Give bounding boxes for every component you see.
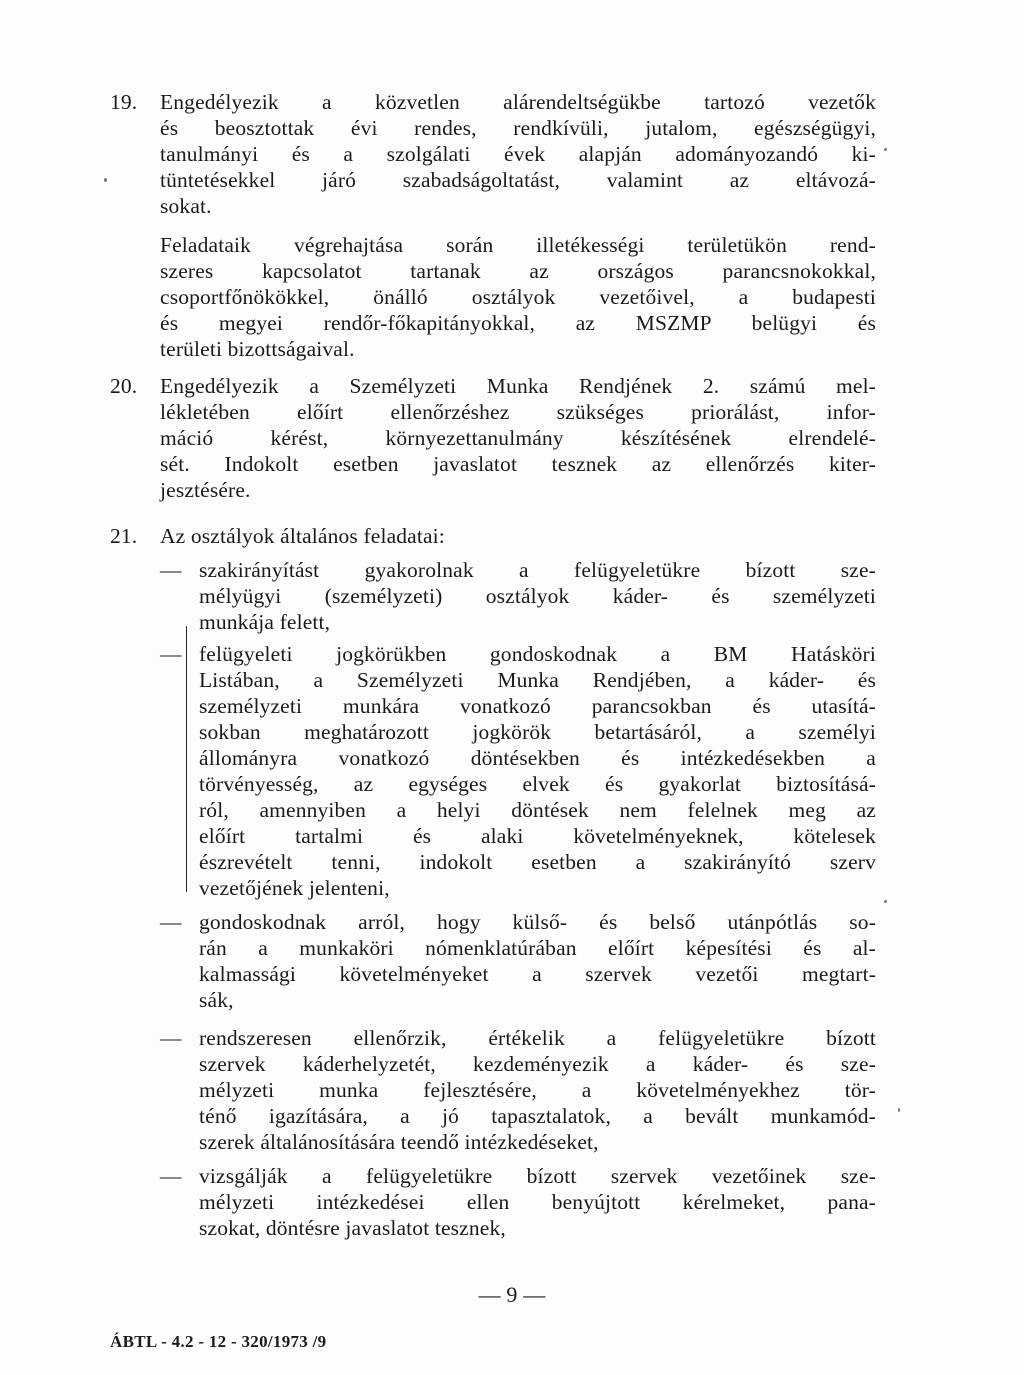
scan-speck xyxy=(104,178,107,182)
section-number-19: 19. xyxy=(110,90,138,114)
text-line: felügyeleti jogkörükben gondoskodnak a BM Hatásköri xyxy=(199,642,876,666)
text-line: Listában, a Személyzeti Munka Rendjében, a káder- és xyxy=(199,668,876,692)
section-20-paragraph xyxy=(160,373,876,503)
text-line: munkája felett, xyxy=(199,610,331,634)
section-number-21: 21. xyxy=(110,524,138,548)
text-line: tüntetésekkel járó szabadságoltatást, valamint az eltávozá- xyxy=(160,168,876,192)
scan-speck xyxy=(884,900,887,903)
text-line: gondoskodnak arról, hogy külső- és belső utánpótlás so- xyxy=(199,910,876,934)
text-line: állományra vonatkozó döntésekben és intézkedésekben a xyxy=(199,746,876,770)
text-line: vezetőjének jelenteni, xyxy=(199,876,390,900)
text-line: rán a munkaköri nómenklatúrában előírt képesítési és al- xyxy=(199,936,876,960)
text-line: törvényesség, az egységes elvek és gyakorlat biztosításá- xyxy=(199,772,876,796)
text-line: területi bizottságaival. xyxy=(160,337,355,361)
scan-speck xyxy=(898,1108,900,1112)
text-line: sokban meghatározott jogkörök betartásáról, a személyi xyxy=(199,720,876,744)
text-line: sák, xyxy=(199,988,234,1012)
text-line: máció kérést, környezettanulmány készítésének elrendelé- xyxy=(160,426,876,450)
text-line: sét. Indokolt esetben javaslatot tesznek az ellenőrzés kiter- xyxy=(160,452,876,476)
page-number: — 9 — xyxy=(478,1282,546,1307)
text-line: Engedélyezik a Személyzeti Munka Rendjének 2. számú mel- xyxy=(160,374,876,398)
text-line: rendszeresen ellenőrzik, értékelik a felügyeletükre bízott xyxy=(199,1026,876,1050)
section-number-20: 20. xyxy=(110,374,138,398)
scan-speck xyxy=(884,148,887,151)
text-line: lékletében előírt ellenőrzéshez szükséges priorálást, infor- xyxy=(160,400,876,424)
text-line: szerek általánosítására teendő intézkedéseket, xyxy=(199,1130,599,1154)
archive-reference: ÁBTL - 4.2 - 12 - 320/1973 /9 xyxy=(110,1332,327,1351)
list-dash: — xyxy=(160,1164,182,1188)
text-line: jesztésére. xyxy=(160,478,251,502)
text-line: Feladataik végrehajtása során illetékességi területükön rend- xyxy=(160,233,876,257)
list-dash: — xyxy=(160,1026,182,1050)
list-dash: — xyxy=(160,910,182,934)
text-line: és megyei rendőr-főkapitányokkal, az MSZMP belügyi és xyxy=(160,311,876,335)
margin-bracket-mark xyxy=(186,626,187,892)
text-line: mélyügyi (személyzeti) osztályok káder- és személyzeti xyxy=(199,584,876,608)
section-21-intro xyxy=(160,523,876,549)
list-dash: — xyxy=(160,558,182,582)
text-line: személyzeti munkára vonatkozó parancsokban és utasítá- xyxy=(199,694,876,718)
text-line: ról, amennyiben a helyi döntések nem felelnek meg az xyxy=(199,798,876,822)
text-line: szakirányítást gyakorolnak a felügyeletükre bízott sze- xyxy=(199,558,876,582)
text-line: észrevételt tenni, indokolt esetben a szakirányító szerv xyxy=(199,850,876,874)
text-line: Az osztályok általános feladatai: xyxy=(160,524,445,548)
list-dash: — xyxy=(160,642,182,666)
list-item xyxy=(199,909,876,1013)
text-line: Engedélyezik a közvetlen alárendeltségükbe tartozó vezetők xyxy=(160,90,876,114)
text-line: szeres kapcsolatot tartanak az országos parancsnokokkal, xyxy=(160,259,876,283)
text-line: kalmassági követelményeket a szervek vezetői megtart- xyxy=(199,962,876,986)
list-item xyxy=(199,1025,876,1155)
text-line: szokat, döntésre javaslatot tesznek, xyxy=(199,1216,506,1240)
text-line: és beosztottak évi rendes, rendkívüli, jutalom, egészségügyi, xyxy=(160,116,876,140)
section-19-paragraph-1 xyxy=(160,89,876,219)
text-line: vizsgálják a felügyeletükre bízott szervek vezetőinek sze- xyxy=(199,1164,876,1188)
text-line: előírt tartalmi és alaki követelményeknek, kötelesek xyxy=(199,824,876,848)
list-item xyxy=(199,641,876,901)
text-line: tanulmányi és a szolgálati évek alapján adományozandó ki- xyxy=(160,142,876,166)
text-line: szervek káderhelyzetét, kezdeményezik a káder- és sze- xyxy=(199,1052,876,1076)
text-line: mélyzeti munka fejlesztésére, a követelményekhez tör- xyxy=(199,1078,876,1102)
text-line: ténő igazítására, a jó tapasztalatok, a bevált munkamód- xyxy=(199,1104,876,1128)
text-line: csoportfőnökökkel, önálló osztályok vezetőivel, a budapesti xyxy=(160,285,876,309)
text-line: sokat. xyxy=(160,194,212,218)
list-item xyxy=(199,1163,876,1241)
text-line: mélyzeti intézkedései ellen benyújtott kérelmeket, pana- xyxy=(199,1190,876,1214)
list-item xyxy=(199,557,876,635)
section-19-paragraph-2 xyxy=(160,232,876,362)
